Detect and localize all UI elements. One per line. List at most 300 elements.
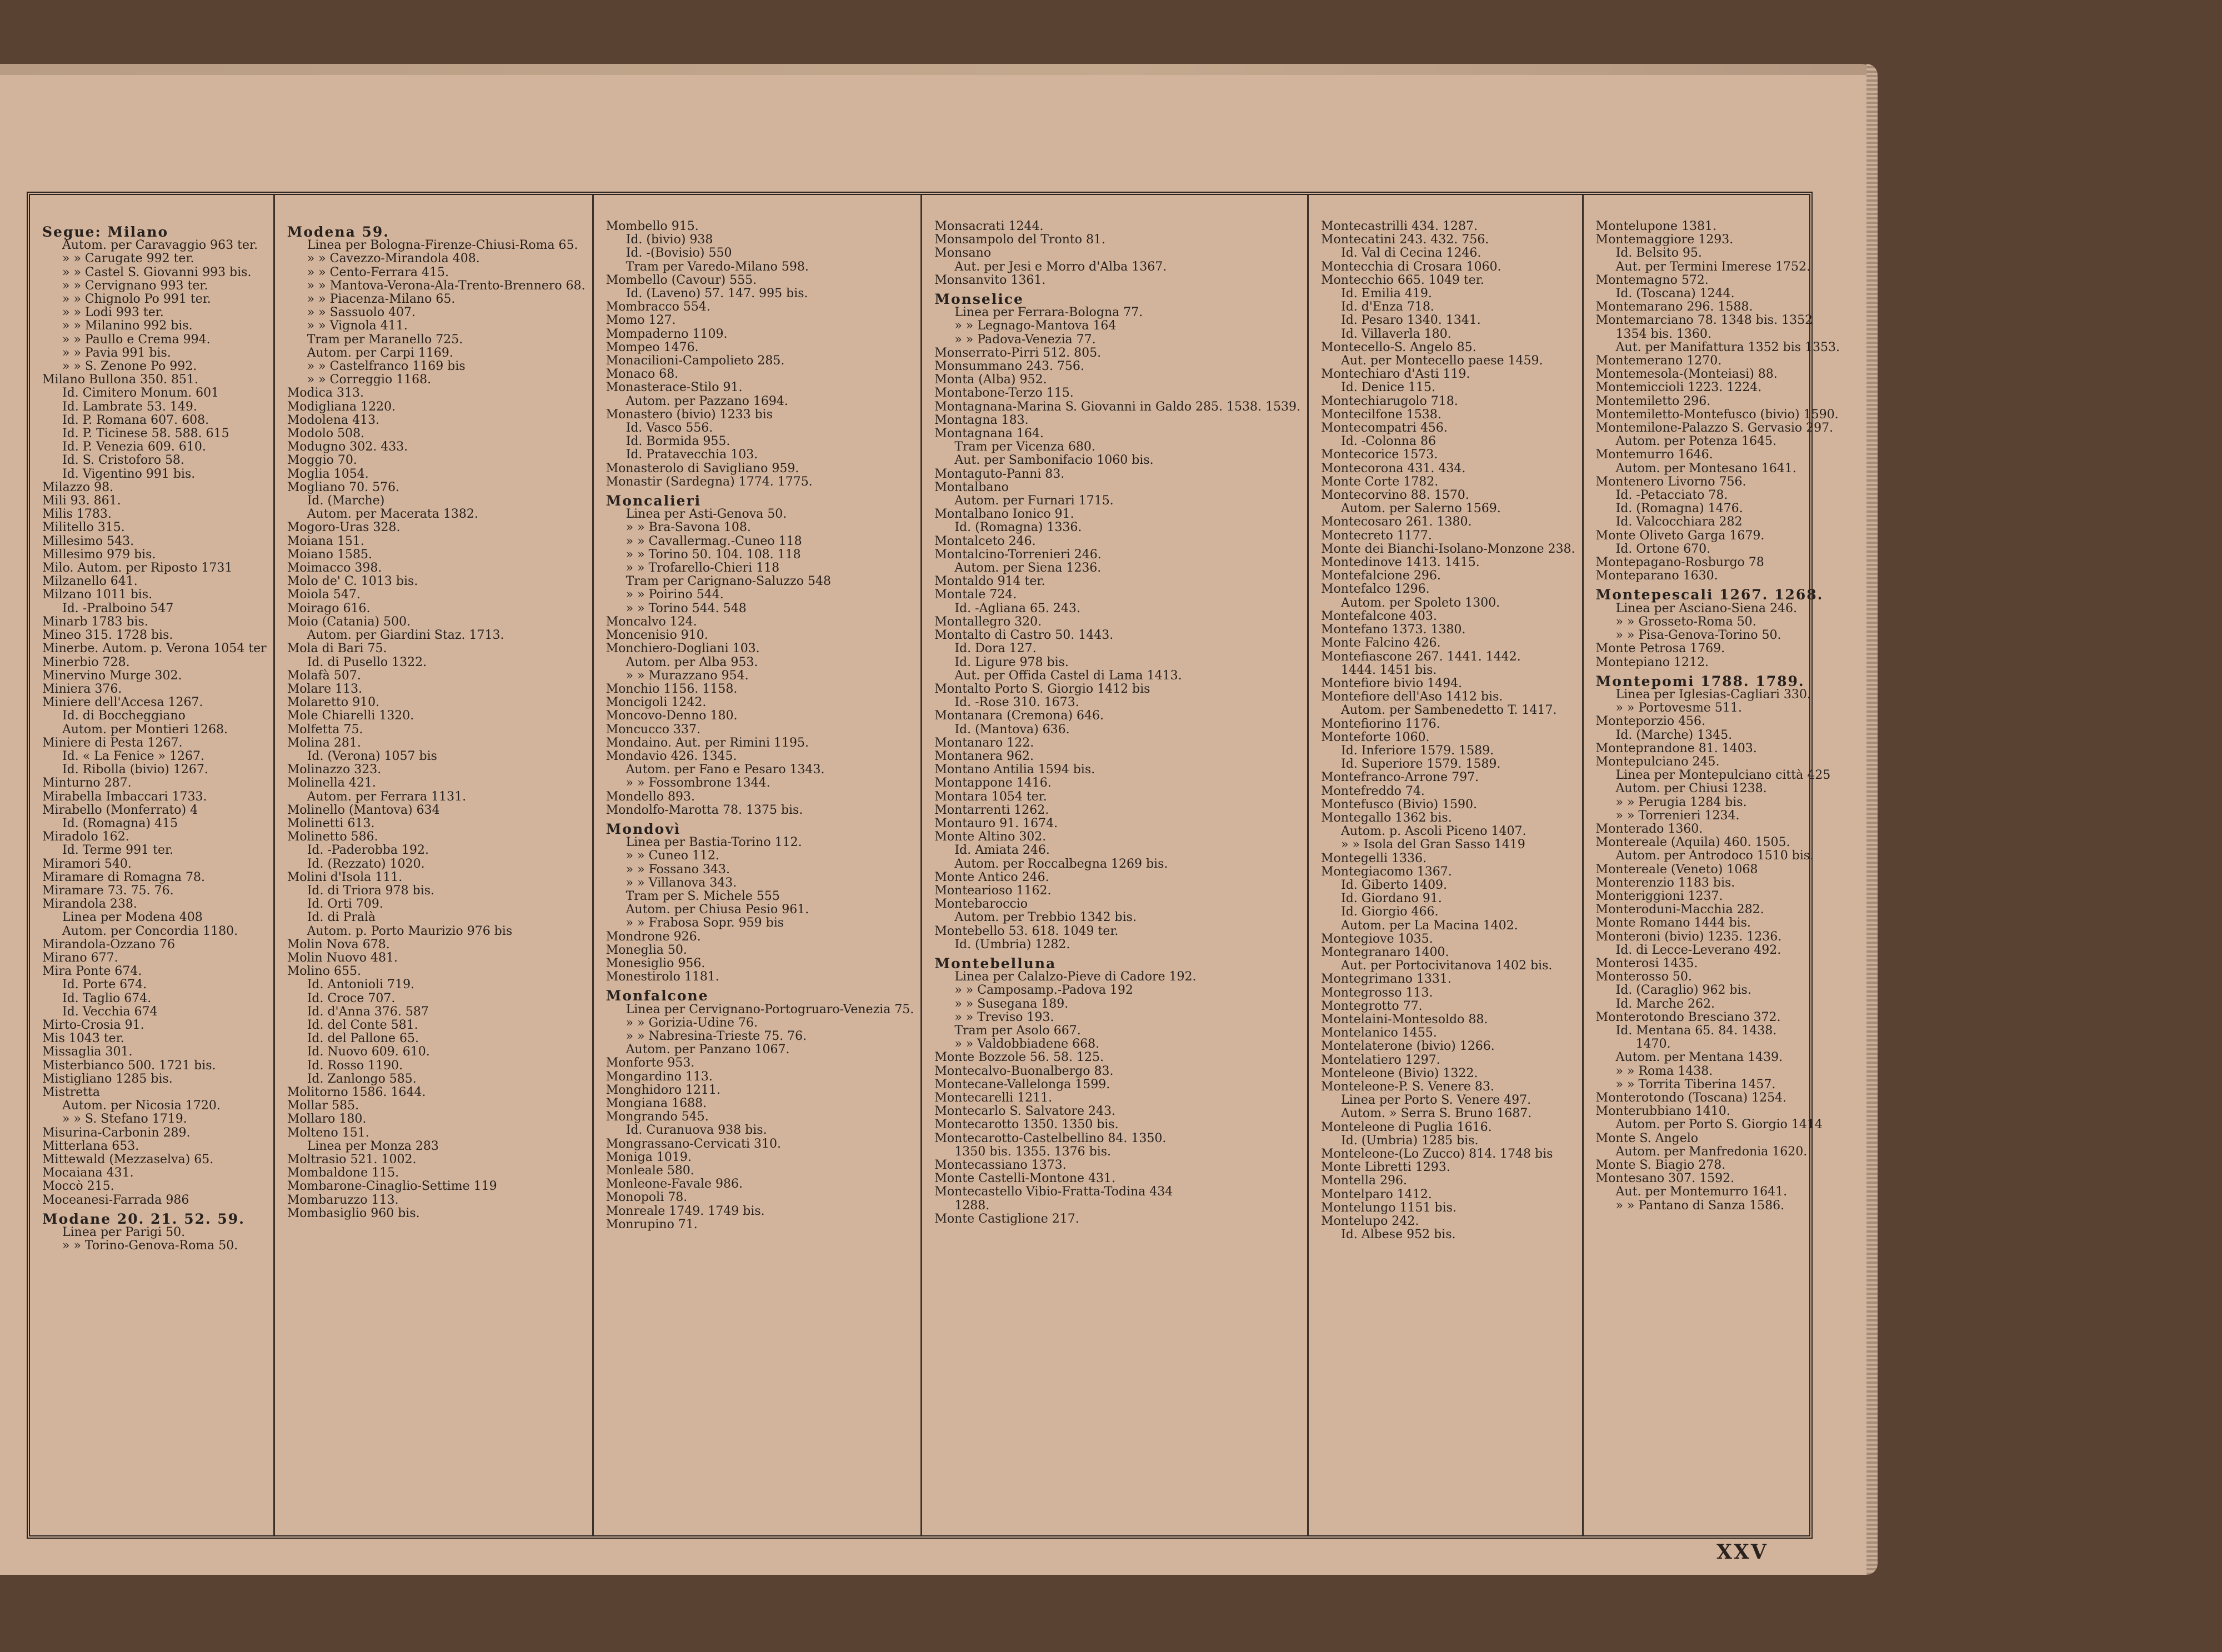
index-entry: Miramare di Romagna 78. bbox=[42, 870, 205, 884]
index-heading: Monfalcone bbox=[605, 988, 709, 1004]
index-entry: Montemagno 572. bbox=[1595, 273, 1709, 287]
index-entry: Molina 281. bbox=[287, 735, 361, 750]
index-entry: Montepiano 1212. bbox=[1595, 655, 1709, 669]
index-entry: Montecarlo S. Salvatore 243. bbox=[934, 1104, 1115, 1119]
index-entry: Mombello (Cavour) 555. bbox=[605, 273, 757, 287]
index-entry: » » Perugia 1284 bis. bbox=[1615, 795, 1747, 809]
index-entry: Id. Giberto 1409. bbox=[1341, 878, 1448, 892]
index-entry: Modugno 302. 433. bbox=[287, 440, 408, 454]
index-entry: Montemurro 1646. bbox=[1595, 448, 1713, 462]
index-entry: Montegallo 1362 bis. bbox=[1321, 810, 1452, 825]
index-entry: Id. (Caraglio) 962 bis. bbox=[1615, 983, 1751, 998]
index-entry: Miramare 73. 75. 76. bbox=[42, 883, 174, 898]
index-entry: Monteleone (Bivio) 1322. bbox=[1321, 1066, 1478, 1080]
index-entry: Montagna 183. bbox=[934, 413, 1029, 427]
index-entry: Autom. » Serra S. Bruno 1687. bbox=[1341, 1107, 1532, 1121]
index-entry: Monestirolo 1181. bbox=[605, 970, 719, 984]
index-entry: Montarrenti 1262. bbox=[934, 803, 1049, 817]
index-entry: Montanera 962. bbox=[934, 749, 1034, 763]
index-entry: » » Cuneo 112. bbox=[625, 849, 719, 863]
index-entry: Autom. per Mentana 1439. bbox=[1615, 1050, 1783, 1065]
index-entry: 1354 bis. 1360. bbox=[1615, 327, 1711, 341]
index-entry: » » Sassuolo 407. bbox=[307, 306, 416, 320]
index-entry: Id. (Umbria) 1282. bbox=[954, 937, 1070, 952]
index-entry: Id. Pratavecchia 103. bbox=[625, 448, 758, 462]
index-entry: Milano Bullona 350. 851. bbox=[42, 373, 199, 387]
index-entry: Militello 315. bbox=[42, 520, 125, 535]
index-column-4 bbox=[922, 195, 1309, 1535]
index-entry: Mirabella Imbaccari 1733. bbox=[42, 789, 207, 804]
index-entry: Montalcino-Torrenieri 246. bbox=[934, 547, 1102, 562]
index-entry: Id. Mentana 65. 84. 1438. bbox=[1615, 1023, 1777, 1038]
index-entry: Id. Belsito 95. bbox=[1615, 246, 1702, 261]
index-entry: Montelatiero 1297. bbox=[1321, 1053, 1440, 1067]
index-entry: Mongiana 1688. bbox=[605, 1097, 707, 1110]
index-entry: Id. Lambrate 53. 149. bbox=[62, 399, 197, 414]
index-entry: Mompaderno 1109. bbox=[605, 327, 728, 341]
index-entry: Monteparano 1630. bbox=[1595, 569, 1718, 583]
book-page bbox=[0, 75, 1866, 1575]
index-entry: Tram per Maranello 725. bbox=[307, 332, 463, 347]
index-entry: Monte Corte 1782. bbox=[1321, 474, 1439, 489]
index-entry: Montecreto 1177. bbox=[1321, 528, 1432, 543]
index-entry: Montecorona 431. 434. bbox=[1321, 461, 1466, 475]
index-entry: » » Chignolo Po 991 ter. bbox=[62, 292, 211, 307]
index-entry: Missaglia 301. bbox=[42, 1045, 133, 1059]
index-entry: Id. (Romagna) 1476. bbox=[1615, 502, 1743, 516]
index-entry: Monte Altino 302. bbox=[934, 830, 1047, 844]
index-entry: Id. Vigentino 991 bis. bbox=[62, 467, 196, 481]
index-entry: Id. Ortone 670. bbox=[1615, 542, 1711, 556]
index-entry: Montalceto 246. bbox=[934, 534, 1036, 548]
index-entry: Monforte 953. bbox=[605, 1056, 695, 1070]
index-entry: Miradolo 162. bbox=[42, 830, 129, 844]
index-entry: Molare 113. bbox=[287, 682, 363, 696]
index-entry: Montelupo 242. bbox=[1321, 1214, 1419, 1229]
page-number: XXV bbox=[1716, 1540, 1768, 1564]
index-entry: Montecassiano 1373. bbox=[934, 1158, 1067, 1173]
index-entry: Id. di Pralà bbox=[307, 910, 376, 925]
index-entry: Montauro 91. 1674. bbox=[934, 816, 1058, 830]
index-entry: Montefalcone 403. bbox=[1321, 609, 1437, 623]
index-entry: Mis 1043 ter. bbox=[42, 1032, 124, 1046]
index-entry: Monteriggioni 1237. bbox=[1595, 889, 1723, 903]
index-entry: Monteporzio 456. bbox=[1595, 714, 1706, 729]
index-entry: Monteroduni-Macchia 282. bbox=[1595, 903, 1764, 917]
index-entry: Monghidoro 1211. bbox=[605, 1083, 720, 1097]
index-entry: Monteprandone 81. 1403. bbox=[1595, 741, 1757, 755]
index-entry: Monte Castiglione 217. bbox=[934, 1212, 1079, 1226]
index-entry: Montecompatri 456. bbox=[1321, 421, 1448, 435]
index-entry: Monsanvito 1361. bbox=[934, 273, 1046, 287]
index-columns bbox=[30, 195, 1840, 1535]
index-entry: Linea per Monza 283 bbox=[307, 1139, 439, 1153]
index-entry: Montanaro 122. bbox=[934, 735, 1034, 750]
index-entry: Moncucco 337. bbox=[605, 722, 700, 737]
index-entry: Minervino Murge 302. bbox=[42, 668, 182, 683]
index-entry: Moniga 1019. bbox=[605, 1150, 692, 1164]
index-entry: Montaguto-Panni 83. bbox=[934, 467, 1065, 481]
index-entry: Molini d'Isola 111. bbox=[287, 870, 403, 884]
index-entry: Id. (Romagna) 1336. bbox=[954, 520, 1082, 535]
index-entry: Id. (Romagna) 415 bbox=[62, 816, 178, 830]
index-entry: » » Portovesme 511. bbox=[1615, 701, 1742, 715]
index-entry: Milo. Autom. per Riposto 1731 bbox=[42, 561, 233, 575]
index-entry: Monte Falcino 426. bbox=[1321, 636, 1441, 650]
index-entry: Monte Bozzole 56. 58. 125. bbox=[934, 1050, 1104, 1065]
index-entry: Molinazzo 323. bbox=[287, 763, 382, 777]
index-entry: Autom. per Furnari 1715. bbox=[954, 494, 1114, 508]
index-entry: Autom. per Montieri 1268. bbox=[62, 722, 228, 737]
index-entry: Montefranco-Arrone 797. bbox=[1321, 770, 1479, 785]
index-entry: Monteleone-P. S. Venere 83. bbox=[1321, 1080, 1494, 1094]
index-entry: Autom. per Nicosia 1720. bbox=[62, 1099, 221, 1113]
index-entry: Montemarciano 78. 1348 bis. 1352 bbox=[1595, 313, 1813, 328]
index-entry: Id. (Marche) 1345. bbox=[1615, 728, 1733, 742]
index-entry: Mola di Bari 75. bbox=[287, 642, 387, 656]
index-entry: Autom. per Alba 953. bbox=[625, 655, 758, 669]
index-entry: Mirto-Crosia 91. bbox=[42, 1018, 144, 1032]
index-entry: » » Cervignano 993 ter. bbox=[62, 278, 208, 293]
index-entry: Mompeo 1476. bbox=[605, 340, 699, 354]
index-entry: Molino 655. bbox=[287, 964, 361, 979]
index-entry: » » Poirino 544. bbox=[625, 588, 724, 602]
index-entry: Monteroni (bivio) 1235. 1236. bbox=[1595, 929, 1782, 944]
index-entry: Montefiascone 267. 1441. 1442. bbox=[1321, 649, 1521, 664]
index-entry: Montecane-Vallelonga 1599. bbox=[934, 1077, 1110, 1092]
index-entry: Mongrando 545. bbox=[605, 1110, 709, 1124]
index-entry: Monte Oliveto Garga 1679. bbox=[1595, 528, 1765, 543]
index-entry: 1444. 1451 bis. bbox=[1341, 663, 1437, 677]
index-entry: Linea per Bologna-Firenze-Chiusi-Roma 65. bbox=[307, 238, 578, 253]
index-entry: » » Susegana 189. bbox=[954, 997, 1069, 1011]
index-entry: Molinella 421. bbox=[287, 776, 376, 790]
index-entry: Autom. per La Macina 1402. bbox=[1341, 918, 1518, 933]
index-entry: Montefiore bivio 1494. bbox=[1321, 676, 1463, 690]
index-entry: Id. Porte 674. bbox=[62, 978, 147, 992]
index-entry: Id. Orti 709. bbox=[307, 897, 383, 912]
index-entry: Monte Castelli-Montone 431. bbox=[934, 1172, 1115, 1186]
index-entry: Millesimo 543. bbox=[42, 534, 134, 548]
index-entry: Monterado 1360. bbox=[1595, 822, 1703, 836]
index-entry: Monserrato-Pirri 512. 805. bbox=[934, 346, 1102, 360]
index-entry: » » Grosseto-Roma 50. bbox=[1615, 614, 1756, 629]
index-entry: Id. « La Fenice » 1267. bbox=[62, 749, 204, 763]
index-entry: » » Treviso 193. bbox=[954, 1010, 1054, 1024]
index-entry: Id. Curanuova 938 bis. bbox=[625, 1123, 767, 1138]
index-entry: Montemiletto 296. bbox=[1595, 394, 1711, 408]
index-entry: Mollaro 180. bbox=[287, 1112, 367, 1127]
index-entry: Moneglia 50. bbox=[605, 943, 687, 957]
index-entry: Montearioso 1162. bbox=[934, 883, 1052, 898]
index-entry: Moltrasio 521. 1002. bbox=[287, 1153, 417, 1167]
index-entry: Montecarotto-Castelbellino 84. 1350. bbox=[934, 1131, 1167, 1145]
index-entry: Mistigliano 1285 bis. bbox=[42, 1072, 173, 1086]
index-entry: Autom. p. Porto Maurizio 976 bis bbox=[307, 924, 513, 938]
index-entry: Montanara (Cremona) 646. bbox=[934, 709, 1104, 723]
index-entry: Id. di Pusello 1322. bbox=[307, 655, 427, 669]
index-entry: Mondrone 926. bbox=[605, 929, 701, 944]
index-entry: Monterenzio 1183 bis. bbox=[1595, 875, 1735, 890]
index-entry: Montano Antilia 1594 bis. bbox=[934, 763, 1095, 777]
index-entry: Montecchia di Crosara 1060. bbox=[1321, 259, 1502, 274]
index-entry: Montegranaro 1400. bbox=[1321, 945, 1449, 959]
index-entry: Montemiccioli 1223. 1224. bbox=[1595, 381, 1762, 395]
index-entry: Montefreddo 74. bbox=[1321, 784, 1425, 798]
index-entry: Linea per Asti-Genova 50. bbox=[625, 507, 787, 522]
index-entry: Monasterolo di Savigliano 959. bbox=[605, 461, 799, 475]
index-entry: Millesimo 979 bis. bbox=[42, 547, 156, 562]
index-entry: » » Gorizia-Udine 76. bbox=[625, 1015, 758, 1030]
index-entry: Montegrosso 113. bbox=[1321, 985, 1433, 1000]
index-entry: Montalbano bbox=[934, 480, 1009, 494]
index-entry: Miniere dell'Accesa 1267. bbox=[42, 695, 203, 710]
index-entry: Tram per Carignano-Saluzzo 548 bbox=[625, 574, 831, 589]
index-entry: » » S. Stefano 1719. bbox=[62, 1112, 187, 1127]
index-entry: Monastero (bivio) 1233 bis bbox=[605, 407, 773, 422]
index-entry: Miniere di Pesta 1267. bbox=[42, 735, 183, 750]
index-entry: Mombaldone 115. bbox=[287, 1166, 399, 1180]
index-entry: Mirandola-Ozzano 76 bbox=[42, 937, 176, 952]
index-entry: » » Padova-Venezia 77. bbox=[954, 332, 1096, 347]
index-column-2 bbox=[275, 195, 594, 1535]
index-entry: Monrupino 71. bbox=[605, 1217, 698, 1232]
index-entry: Molafà 507. bbox=[287, 668, 361, 683]
index-entry: Moggio 70. bbox=[287, 453, 357, 468]
index-entry: Autom. per Fano e Pesaro 1343. bbox=[625, 763, 825, 777]
index-entry: Monleale 580. bbox=[605, 1164, 694, 1178]
index-entry: Id. (Laveno) 57. 147. 995 bis. bbox=[625, 287, 808, 301]
index-entry: Montecastrilli 434. 1287. bbox=[1321, 219, 1478, 233]
index-entry: Monte S. Biagio 278. bbox=[1595, 1158, 1726, 1173]
index-entry: Id. (Mantova) 636. bbox=[954, 722, 1070, 737]
index-column-1 bbox=[30, 195, 275, 1535]
index-entry: » » Pisa-Genova-Torino 50. bbox=[1615, 628, 1781, 643]
index-entry: » » S. Zenone Po 992. bbox=[62, 359, 197, 374]
index-entry: Monterotondo Bresciano 372. bbox=[1595, 1010, 1781, 1024]
index-entry: Id. (Umbria) 1285 bis. bbox=[1341, 1133, 1479, 1148]
index-entry: Mili 93. 861. bbox=[42, 494, 121, 508]
index-entry: Mombello 915. bbox=[605, 219, 699, 233]
index-entry: Mollar 585. bbox=[287, 1099, 359, 1113]
index-entry: » » Villanova 343. bbox=[625, 875, 737, 890]
index-entry: Autom. per Spoleto 1300. bbox=[1341, 595, 1500, 610]
index-entry: Mocaiana 431. bbox=[42, 1166, 134, 1180]
index-entry: Id. P. Ticinese 58. 588. 615 bbox=[62, 427, 229, 441]
index-entry: Monesiglio 956. bbox=[605, 956, 705, 970]
index-entry: Mitterlana 653. bbox=[42, 1139, 139, 1153]
index-entry: Monteleone-(Lo Zucco) 814. 1748 bis bbox=[1321, 1147, 1553, 1162]
index-entry: Autom. per Montesano 1641. bbox=[1615, 461, 1796, 475]
index-entry: Autom. per Chiusa Pesio 961. bbox=[625, 903, 809, 917]
index-entry: Mira Ponte 674. bbox=[42, 964, 142, 979]
index-entry: Autom. per Sambenedetto T. 1417. bbox=[1341, 703, 1557, 718]
index-entry: Montechiaro d'Asti 119. bbox=[1321, 367, 1470, 382]
index-entry: Monreale 1749. 1749 bis. bbox=[605, 1204, 765, 1218]
index-entry: Molo de' C. 1013 bis. bbox=[287, 574, 418, 589]
index-entry: Autom. per Ferrara 1131. bbox=[307, 789, 467, 804]
index-entry: Montegrotto 77. bbox=[1321, 999, 1423, 1013]
index-entry: Modica 313. bbox=[287, 386, 364, 401]
index-entry: Aut. per Sambonifacio 1060 bis. bbox=[954, 453, 1154, 468]
index-entry: Mirandola 238. bbox=[42, 897, 137, 912]
index-entry: » » Trofarello-Chieri 118 bbox=[625, 561, 780, 575]
index-entry: Montereale (Aquila) 460. 1505. bbox=[1595, 835, 1790, 850]
index-entry: » » Cavezzo-Mirandola 408. bbox=[307, 252, 480, 266]
index-entry: » » Torino 544. 548 bbox=[625, 601, 747, 615]
index-entry: Mondolfo-Marotta 78. 1375 bis. bbox=[605, 803, 803, 817]
index-entry: Id. Rosso 1190. bbox=[307, 1058, 403, 1073]
index-entry: » » Mantova-Verona-Ala-Trento-Brennero 68. bbox=[307, 278, 585, 293]
index-entry: Id. Villaverla 180. bbox=[1341, 327, 1452, 341]
index-entry: Montelungo 1151 bis. bbox=[1321, 1200, 1457, 1215]
index-entry: 1288. bbox=[954, 1198, 990, 1213]
index-entry: » » Murazzano 954. bbox=[625, 668, 749, 683]
index-heading: Mondovì bbox=[605, 820, 681, 837]
index-entry: » » Bra-Savona 108. bbox=[625, 520, 751, 535]
index-entry: Aut. per Portocivitanova 1402 bis. bbox=[1341, 959, 1553, 973]
index-entry: Molaretto 910. bbox=[287, 695, 380, 710]
index-entry: Id. Cimitero Monum. 601 bbox=[62, 386, 219, 401]
index-entry: » » Cento-Ferrara 415. bbox=[307, 265, 449, 279]
index-entry: Montelupone 1381. bbox=[1595, 219, 1717, 233]
index-frame bbox=[27, 192, 1840, 1539]
index-entry: Monteforte 1060. bbox=[1321, 730, 1430, 744]
index-entry: Montegiacomo 1367. bbox=[1321, 864, 1452, 879]
index-entry: Id. Emilia 419. bbox=[1341, 287, 1432, 301]
index-entry: Monte S. Angelo bbox=[1595, 1131, 1699, 1145]
index-entry: Minerbio 728. bbox=[42, 655, 130, 669]
index-entry: Id. (Toscana) 1244. bbox=[1615, 287, 1735, 301]
index-entry: Montecello-S. Angelo 85. bbox=[1321, 340, 1477, 354]
index-entry: Monasterace-Stilo 91. bbox=[605, 381, 743, 395]
index-entry: Linea per Parigi 50. bbox=[62, 1225, 186, 1240]
index-entry: Montecarotto 1350. 1350 bis. bbox=[934, 1118, 1119, 1132]
index-entry: Mombarone-Cinaglio-Settime 119 bbox=[287, 1179, 497, 1194]
index-entry: Montecastello Vibio-Fratta-Todina 434 bbox=[934, 1185, 1173, 1199]
index-entry: Monte Antico 246. bbox=[934, 870, 1049, 884]
index-entry: Aut. per Montemurro 1641. bbox=[1615, 1185, 1788, 1199]
index-entry: Mondaino. Aut. per Rimini 1195. bbox=[605, 735, 809, 750]
index-entry: Molinello (Mantova) 634 bbox=[287, 803, 440, 817]
index-entry: Mistretta bbox=[42, 1085, 101, 1099]
index-entry: Monchiero-Dogliani 103. bbox=[605, 642, 760, 656]
index-entry: Autom. per Roccalbegna 1269 bis. bbox=[954, 857, 1168, 871]
index-entry: Montepagano-Rosburgo 78 bbox=[1595, 555, 1764, 570]
index-entry: Id. Marche 262. bbox=[1615, 997, 1715, 1011]
index-entry: Monsano bbox=[934, 246, 992, 261]
index-column-5 bbox=[1309, 195, 1584, 1535]
index-entry: Montegrimano 1331. bbox=[1321, 972, 1452, 987]
index-entry: Id. Bormida 955. bbox=[625, 434, 730, 449]
page-edge bbox=[1866, 64, 1878, 1575]
index-entry: Montecatini 243. 432. 756. bbox=[1321, 233, 1489, 247]
index-entry: Moirago 616. bbox=[287, 601, 371, 615]
index-entry: Mineo 315. 1728 bis. bbox=[42, 628, 173, 643]
index-entry: Linea per Bastia-Torino 112. bbox=[625, 835, 802, 850]
index-entry: Montabone-Terzo 115. bbox=[934, 386, 1074, 401]
index-entry: Monte Libretti 1293. bbox=[1321, 1160, 1450, 1175]
index-entry: Moncigoli 1242. bbox=[605, 695, 707, 710]
index-entry: Modolena 413. bbox=[287, 413, 380, 427]
index-entry: Id. -Rose 310. 1673. bbox=[954, 695, 1079, 710]
index-entry: Montemerano 1270. bbox=[1595, 354, 1722, 368]
index-entry: Id. Inferiore 1579. 1589. bbox=[1341, 743, 1494, 758]
index-entry: Moccò 215. bbox=[42, 1179, 114, 1194]
index-entry: Id. Ligure 978 bis. bbox=[954, 655, 1069, 669]
index-entry: Id. P. Venezia 609. 610. bbox=[62, 440, 206, 454]
index-entry: Linea per Montepulciano città 425 bbox=[1615, 768, 1831, 783]
index-entry: Milzano 1011 bis. bbox=[42, 588, 153, 602]
index-entry: Id. Vasco 556. bbox=[625, 421, 713, 435]
index-entry: Monterubbiano 1410. bbox=[1595, 1104, 1730, 1119]
index-entry: Molinetto 586. bbox=[287, 830, 378, 844]
index-entry: » » Torrenieri 1234. bbox=[1615, 808, 1740, 823]
index-entry: Montecarelli 1211. bbox=[934, 1091, 1053, 1105]
index-entry: Montelanico 1455. bbox=[1321, 1026, 1437, 1040]
index-entry: Montegiove 1035. bbox=[1321, 932, 1433, 946]
index-entry: Linea per Porto S. Venere 497. bbox=[1341, 1093, 1532, 1108]
index-entry: Montechiarugolo 718. bbox=[1321, 394, 1458, 408]
index-heading: Modane 20. 21. 52. 59. bbox=[42, 1210, 245, 1227]
index-entry: Autom. per Manfredonia 1620. bbox=[1615, 1144, 1808, 1159]
index-entry: Monopoli 78. bbox=[605, 1190, 688, 1205]
index-entry: » » Pantano di Sanza 1586. bbox=[1615, 1198, 1785, 1213]
index-column-3 bbox=[594, 195, 923, 1535]
index-entry: Montemaggiore 1293. bbox=[1595, 233, 1734, 247]
index-entry: Minerbe. Autom. p. Verona 1054 ter bbox=[42, 642, 267, 656]
index-entry: » » Roma 1438. bbox=[1615, 1064, 1713, 1078]
index-entry: » » Legnago-Mantova 164 bbox=[954, 319, 1117, 333]
index-entry: Tram per S. Michele 555 bbox=[625, 889, 780, 903]
index-entry: Mombasiglio 960 bis. bbox=[287, 1206, 420, 1220]
index-entry: Aut. per Termini Imerese 1752. bbox=[1615, 259, 1811, 274]
index-entry: Autom. per Porto S. Giorgio 1414 bbox=[1615, 1118, 1823, 1132]
index-entry: Montecalvo-Buonalbergo 83. bbox=[934, 1064, 1114, 1078]
index-entry: Montecchio 665. 1049 ter. bbox=[1321, 273, 1484, 287]
index-entry: Autom. per Carpi 1169. bbox=[307, 346, 453, 360]
index-entry: Id. (Rezzato) 1020. bbox=[307, 857, 425, 871]
index-entry: Mittewald (Mezzaselva) 65. bbox=[42, 1153, 214, 1167]
index-entry: Linea per Modena 408 bbox=[62, 910, 203, 925]
index-heading: Montebelluna bbox=[934, 955, 1057, 972]
index-entry: Moiano 1585. bbox=[287, 547, 373, 562]
index-entry: Montesano 307. 1592. bbox=[1595, 1172, 1735, 1186]
index-entry: Id. Vecchia 674 bbox=[62, 1004, 158, 1019]
index-entry: Misterbianco 500. 1721 bis. bbox=[42, 1058, 216, 1073]
index-entry: Autom. p. Ascoli Piceno 1407. bbox=[1341, 824, 1527, 839]
index-entry: » » Camposamp.-Padova 192 bbox=[954, 983, 1133, 998]
index-entry: Tram per Asolo 667. bbox=[954, 1023, 1081, 1038]
index-entry: Mirabello (Monferrato) 4 bbox=[42, 803, 198, 817]
index-entry: » » Cavallermag.-Cuneo 118 bbox=[625, 534, 802, 548]
index-entry: Monterosso 50. bbox=[1595, 970, 1692, 984]
index-entry: Id. Valcocchiara 282 bbox=[1615, 515, 1743, 529]
index-entry: » » Fossombrone 1344. bbox=[625, 776, 770, 790]
index-entry: » » Lodi 993 ter. bbox=[62, 306, 164, 320]
index-entry: Monsacrati 1244. bbox=[934, 219, 1044, 233]
index-entry: Montecorvino 88. 1570. bbox=[1321, 488, 1469, 503]
index-entry: Monte Petrosa 1769. bbox=[1595, 642, 1725, 656]
index-entry: Molfetta 75. bbox=[287, 722, 363, 737]
index-entry: Autom. per Trebbio 1342 bis. bbox=[954, 910, 1137, 925]
index-entry: Aut. per Jesi e Morro d'Alba 1367. bbox=[954, 259, 1167, 274]
index-entry: Id. di Boccheggiano bbox=[62, 709, 186, 723]
index-entry: Moiana 151. bbox=[287, 534, 364, 548]
index-entry: Molin Nova 678. bbox=[287, 937, 390, 952]
index-entry: Id. Dora 127. bbox=[954, 642, 1037, 656]
index-entry: » » Torino-Genova-Roma 50. bbox=[62, 1239, 238, 1253]
